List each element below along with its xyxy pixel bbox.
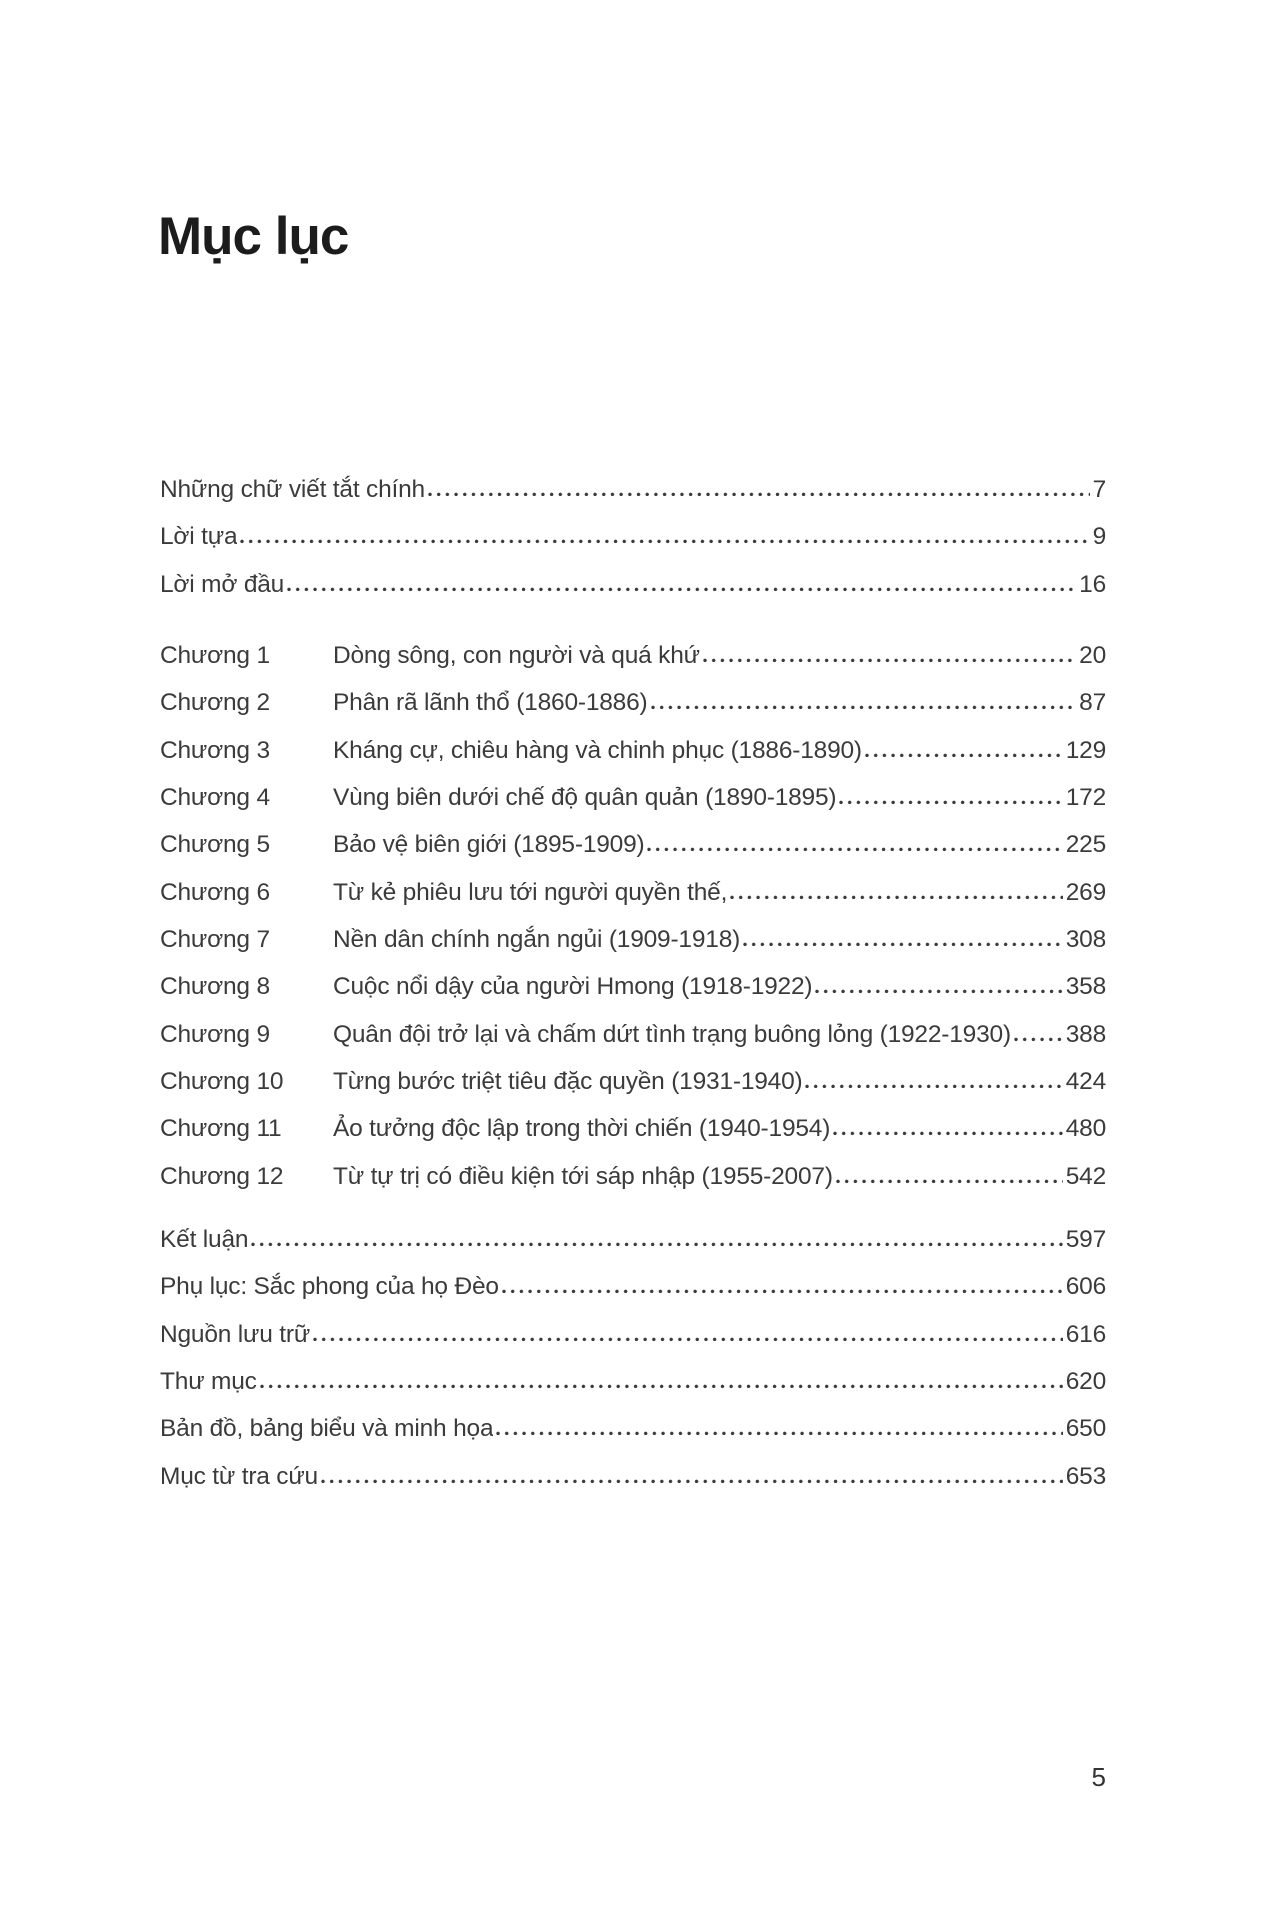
- dot-leader: [805, 1084, 1062, 1089]
- toc-entry-page: 16: [1079, 570, 1106, 598]
- chapter-label: Chương 5: [160, 831, 270, 859]
- chapter-title: Vùng biên dưới chế độ quân quản (1890-1895): [333, 783, 837, 811]
- chapter-page: 480: [1065, 1115, 1106, 1143]
- toc-entry-title: Những chữ viết tắt chính: [160, 476, 425, 503]
- toc-entry-title: Mục từ tra cứu: [160, 1462, 318, 1490]
- toc-entry: [160, 1462, 1106, 1509]
- dot-leader: [836, 1179, 1063, 1184]
- chapter-page: 358: [1065, 973, 1106, 1001]
- dot-leader: [839, 800, 1062, 805]
- toc-chapter-entry: [160, 925, 1106, 972]
- chapter-page: 20: [1079, 642, 1106, 669]
- toc-entry-title: Lời tựa: [160, 523, 238, 551]
- chapter-label: Chương 12: [160, 1162, 284, 1190]
- dot-leader: [865, 753, 1063, 758]
- dot-leader: [496, 1431, 1062, 1436]
- toc-chapter-entry: [160, 972, 1106, 1019]
- dot-leader: [703, 658, 1076, 663]
- toc-entry-title: Kết luận: [160, 1226, 249, 1253]
- toc-chapter-entry: [160, 1020, 1106, 1067]
- dot-leader: [502, 1289, 1063, 1294]
- chapter-title: Từ tự trị có điều kiện tới sáp nhập (1955-2007): [333, 1162, 833, 1190]
- dot-leader: [1014, 1037, 1063, 1042]
- toc-chapter-entry: [160, 783, 1106, 830]
- chapter-page: 129: [1065, 736, 1106, 764]
- folio-page-number: 5: [1091, 1762, 1106, 1792]
- dot-leader: [647, 847, 1062, 852]
- chapter-title: Kháng cự, chiêu hàng và chinh phục (1886-1890): [333, 736, 862, 764]
- chapter-page: 424: [1065, 1067, 1106, 1095]
- toc-front-matter: [160, 475, 1106, 617]
- dot-leader: [651, 705, 1077, 710]
- toc-entry-page: 616: [1065, 1320, 1106, 1348]
- chapter-label: Chương 9: [160, 1020, 270, 1048]
- toc-entry: [160, 1225, 1106, 1272]
- toc-chapter-entry: [160, 736, 1106, 783]
- chapter-label: Chương 4: [160, 783, 270, 811]
- chapter-label: Chương 3: [160, 736, 270, 764]
- toc-entry: [160, 1367, 1106, 1414]
- dot-leader: [815, 989, 1062, 994]
- dot-leader: [321, 1479, 1063, 1484]
- dot-leader: [428, 492, 1090, 497]
- toc-chapter-entry: [160, 1114, 1106, 1161]
- toc-back-matter: [160, 1225, 1106, 1509]
- chapter-page: 542: [1065, 1162, 1106, 1190]
- chapter-title: Nền dân chính ngắn ngủi (1909-1918): [333, 925, 741, 953]
- toc-entry-title: Thư mục: [160, 1367, 257, 1395]
- chapter-title: Bảo vệ biên giới (1895-1909): [333, 831, 645, 859]
- toc-entry: [160, 1272, 1106, 1319]
- chapter-page: 269: [1065, 878, 1106, 906]
- toc-entry-title: Phụ lục: Sắc phong của họ Đèo: [160, 1273, 499, 1301]
- page-title: Mục lục: [158, 207, 349, 266]
- dot-leader: [730, 895, 1063, 900]
- chapter-page: 172: [1065, 783, 1106, 811]
- chapter-title: Dòng sông, con người và quá khứ: [333, 642, 700, 669]
- toc-entry-page: 7: [1092, 476, 1106, 503]
- chapter-page: 308: [1065, 925, 1106, 953]
- toc-chapter-entry: [160, 1067, 1106, 1114]
- chapter-page: 388: [1065, 1020, 1106, 1048]
- chapter-label: Chương 6: [160, 878, 270, 906]
- toc-chapter-entry: [160, 830, 1106, 877]
- toc-entry-title: Lời mở đầu: [160, 570, 285, 598]
- chapter-label: Chương 2: [160, 689, 270, 717]
- toc-chapter-entry: [160, 878, 1106, 925]
- dot-leader: [833, 1131, 1063, 1136]
- chapter-label: Chương 8: [160, 973, 270, 1001]
- chapter-page: 225: [1065, 831, 1106, 859]
- toc-entry-page: 653: [1065, 1462, 1106, 1490]
- chapter-page: 87: [1079, 689, 1106, 717]
- toc-entry: [160, 522, 1106, 569]
- toc-entry: [160, 475, 1106, 522]
- chapter-title: Phân rã lãnh thổ (1860-1886): [333, 689, 648, 717]
- dot-leader: [251, 1242, 1062, 1247]
- toc-chapter-entry: [160, 688, 1106, 735]
- chapter-label: Chương 10: [160, 1067, 284, 1095]
- chapter-title: Từ kẻ phiêu lưu tới người quyền thế,: [333, 878, 728, 906]
- chapter-title: Từng bước triệt tiêu đặc quyền (1931-1940): [333, 1067, 803, 1095]
- toc-entry-page: 606: [1065, 1273, 1106, 1301]
- dot-leader: [240, 539, 1089, 544]
- toc-entry-title: Nguồn lưu trữ: [160, 1320, 311, 1348]
- toc-entry: [160, 1320, 1106, 1367]
- chapter-title: Cuộc nổi dậy của người Hmong (1918-1922): [333, 973, 813, 1001]
- dot-leader: [260, 1384, 1063, 1389]
- chapter-title: Ảo tưởng độc lập trong thời chiến (1940-1954): [333, 1115, 831, 1143]
- toc-chapter-entry: [160, 641, 1106, 688]
- toc-chapter-entry: [160, 1162, 1106, 1209]
- dot-leader: [313, 1337, 1063, 1342]
- toc-entry: [160, 1414, 1106, 1461]
- dot-leader: [287, 587, 1076, 592]
- toc-entry-page: 650: [1065, 1415, 1106, 1443]
- toc-entry-page: 597: [1065, 1226, 1106, 1253]
- chapter-title: Quân đội trở lại và chấm dứt tình trạng buông lỏng (1922-1930): [333, 1020, 1011, 1048]
- toc-entry-page: 9: [1092, 523, 1106, 551]
- toc-entry-page: 620: [1065, 1367, 1106, 1395]
- toc-entry: [160, 570, 1106, 617]
- toc-chapters: [160, 641, 1106, 1209]
- dot-leader: [743, 942, 1063, 947]
- chapter-label: Chương 11: [160, 1115, 282, 1143]
- chapter-label: Chương 7: [160, 925, 270, 953]
- chapter-label: Chương 1: [160, 642, 270, 669]
- toc-entry-title: Bản đồ, bảng biểu và minh họa: [160, 1415, 494, 1443]
